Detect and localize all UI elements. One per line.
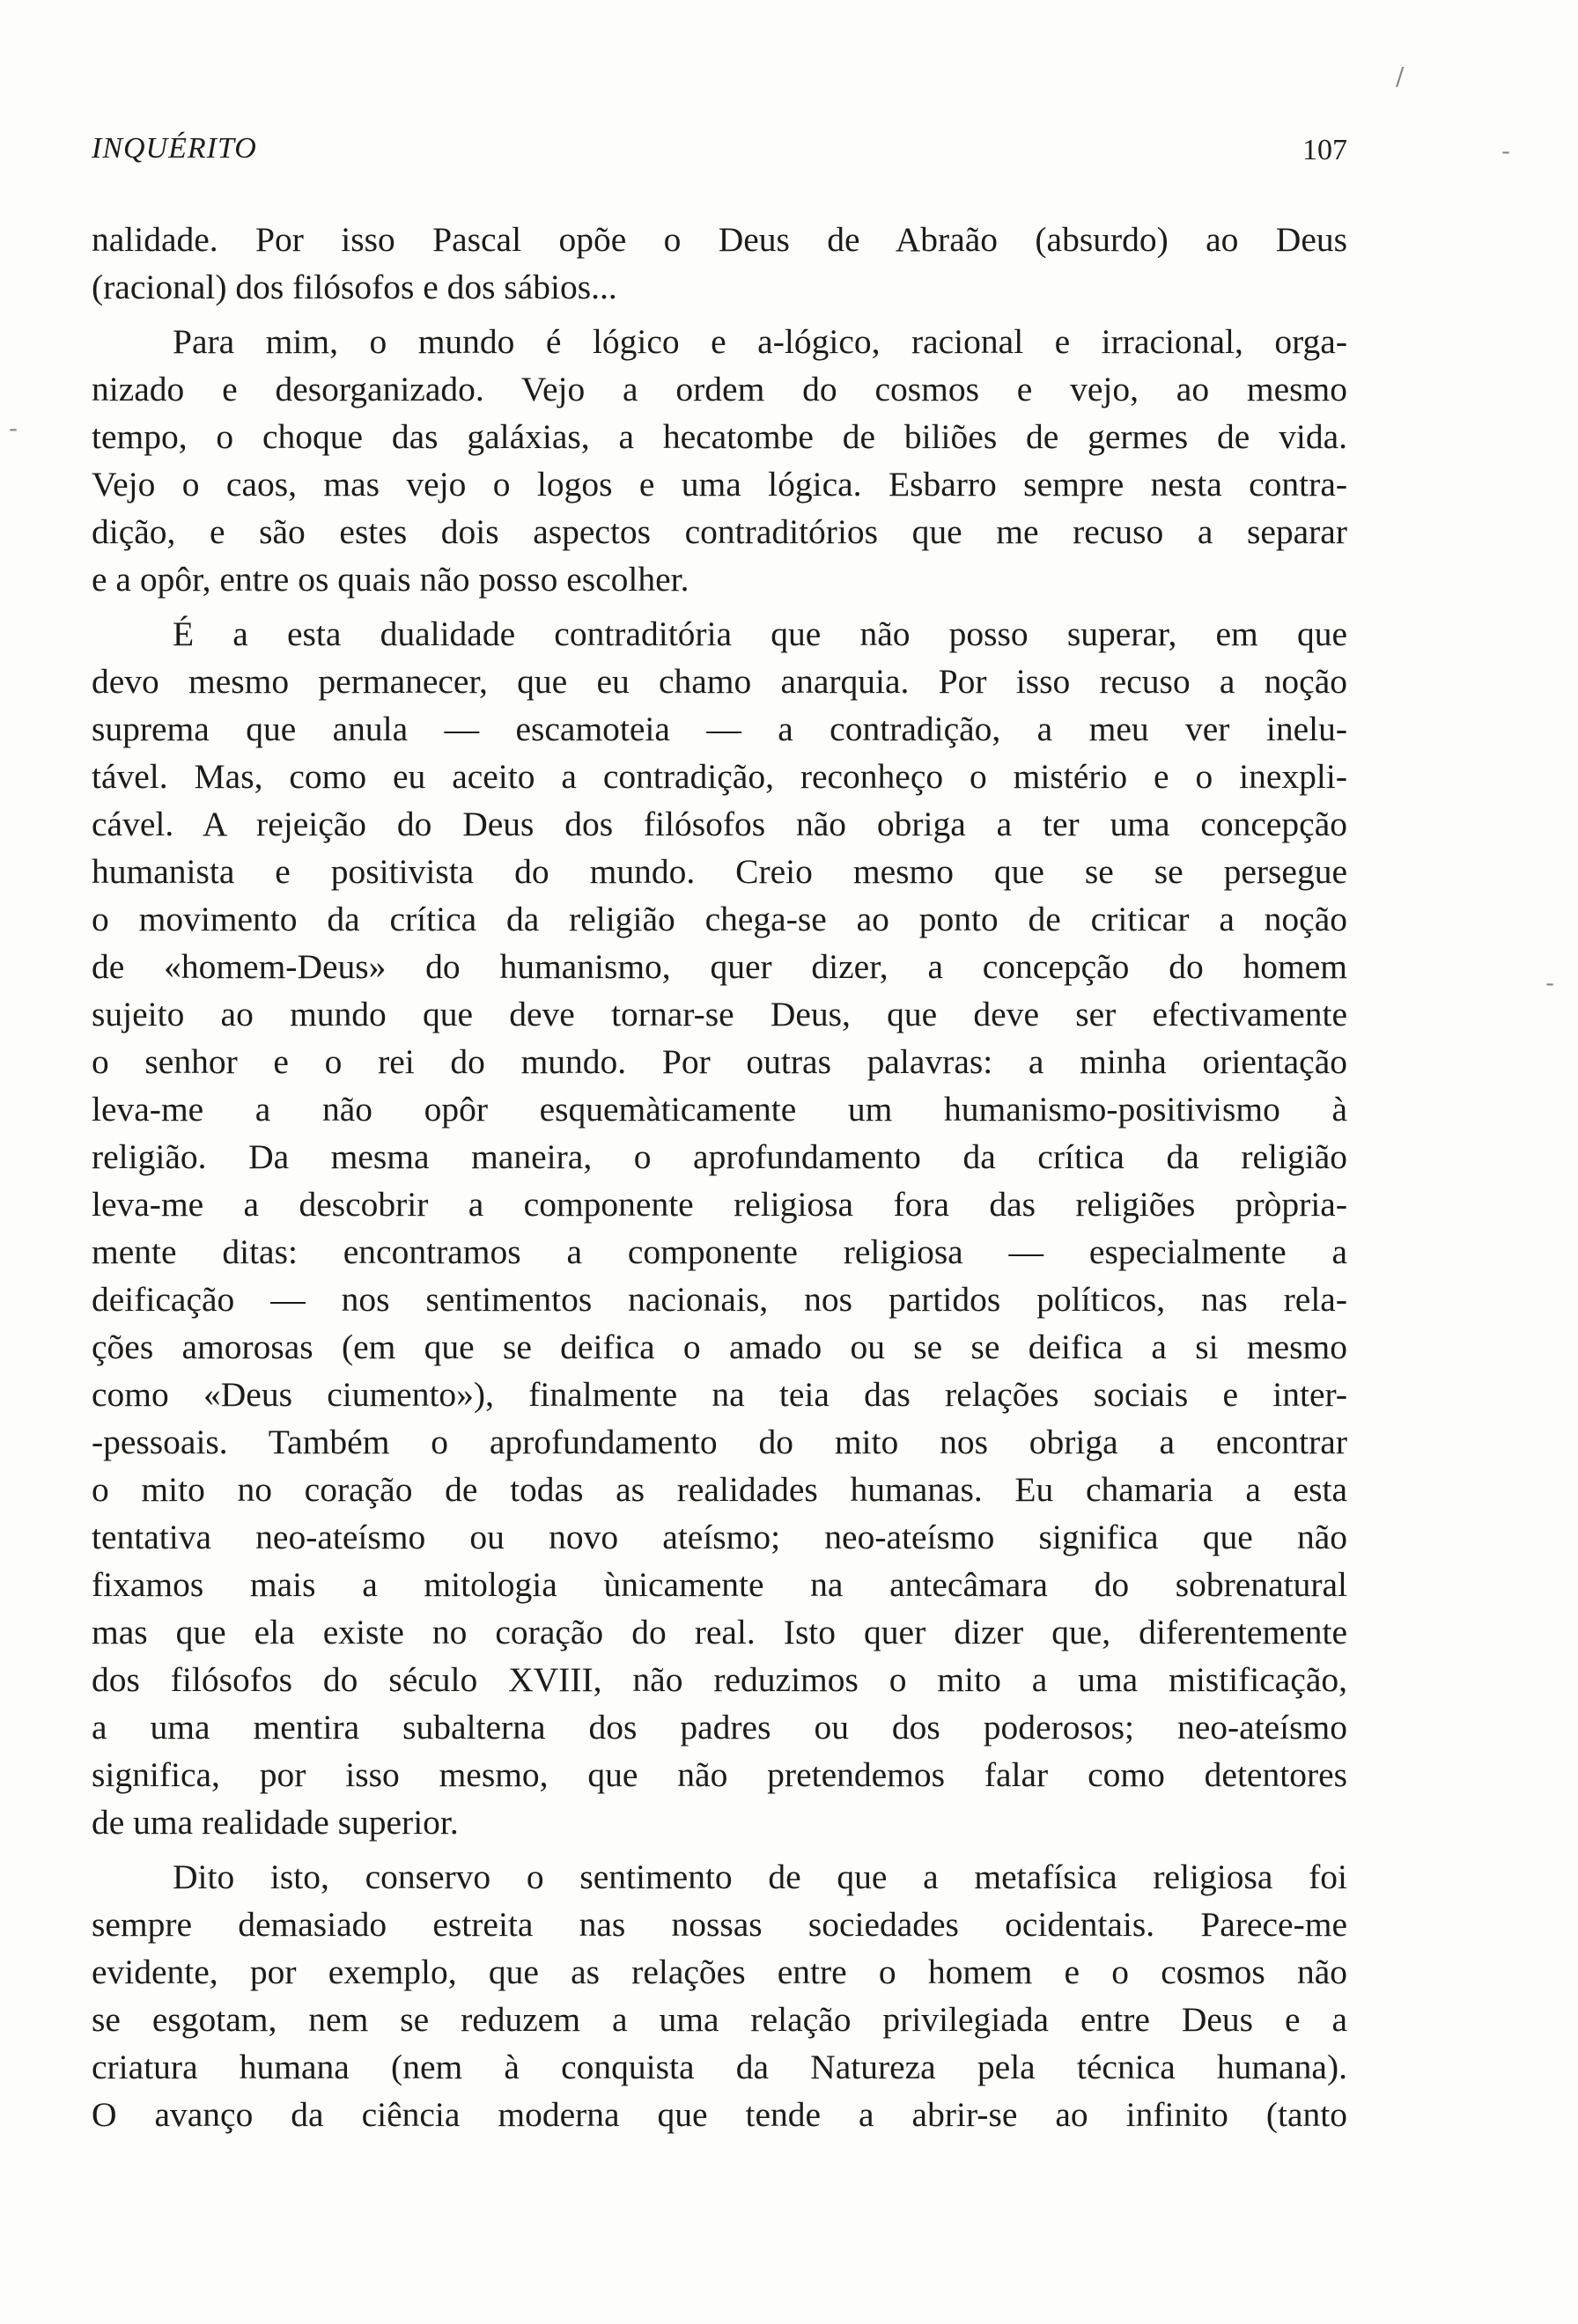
text-line: se esgotam, nem se reduzem a uma relação privilegiada entre Deus e a: [92, 2000, 1347, 2039]
text-line: a uma mentira subalterna dos padres ou dos poderosos; neo-ateísmo: [92, 1708, 1347, 1747]
text-line: leva-me a não opôr esquemàticamente um humanismo-positivismo à: [92, 1090, 1347, 1129]
text-line: o mito no coração de todas as realidades humanas. Eu chamaria a esta: [92, 1470, 1347, 1509]
text-line: Vejo o caos, mas vejo o logos e uma lógica. Esbarro sempre nesta contra-: [92, 465, 1347, 504]
text-line: deificação — nos sentimentos nacionais, nos partidos políticos, nas rela-: [92, 1280, 1347, 1319]
paragraph: [92, 610, 1347, 1846]
text-line: fixamos mais a mitologia ùnicamente na antecâmara do sobrenatural: [92, 1565, 1347, 1604]
text-line: religião. Da mesma maneira, o aprofundamento da crítica da religião: [92, 1137, 1347, 1176]
text-line: nalidade. Por isso Pascal opõe o Deus de Abraão (absurdo) ao Deus: [92, 220, 1347, 259]
text-line: (racional) dos filósofos e dos sábios...: [92, 268, 617, 306]
text-line: o senhor e o rei do mundo. Por outras palavras: a minha orientação: [92, 1042, 1347, 1081]
stray-mark: /: [1396, 62, 1405, 91]
text-line: Dito isto, conservo o sentimento de que a metafísica religiosa foi: [173, 1857, 1347, 1896]
text-line: de «homem-Deus» do humanismo, quer dizer, a concepção do homem: [92, 947, 1347, 986]
text-line: dos filósofos do século XVIII, não reduzimos o mito a uma mistificação,: [92, 1660, 1347, 1699]
text-line: sempre demasiado estreita nas nossas sociedades ocidentais. Parece-me: [92, 1905, 1347, 1944]
text-line: É a esta dualidade contraditória que não posso superar, em que: [173, 614, 1347, 653]
stray-mark: ‑: [9, 414, 18, 443]
text-line: ções amorosas (em que se deifica o amado ou se se deifica a si mesmo: [92, 1327, 1347, 1366]
text-line: de uma realidade superior.: [92, 1803, 459, 1842]
text-line: devo mesmo permanecer, que eu chamo anarquia. Por isso recuso a noção: [92, 662, 1347, 701]
text-line: tável. Mas, como eu aceito a contradição, reconheço o mistério e o inexpli-: [92, 757, 1347, 796]
running-title: INQUÉRITO: [92, 132, 257, 165]
text-line: e a opôr, entre os quais não posso escolher.: [92, 560, 689, 599]
paragraph: [92, 1853, 1347, 2138]
text-line: -pessoais. Também o aprofundamento do mito nos obriga a encontrar: [92, 1423, 1347, 1461]
text-line: leva-me a descobrir a componente religiosa fora das religiões pròpria-: [92, 1185, 1347, 1224]
text-line: humanista e positivista do mundo. Creio mesmo que se se persegue: [92, 852, 1347, 891]
text-line: como «Deus ciumento»), finalmente na teia das relações sociais e inter-: [92, 1375, 1347, 1414]
page-number: 107: [1302, 134, 1347, 166]
stray-mark: -: [1501, 136, 1511, 165]
text-line: nizado e desorganizado. Vejo a ordem do cosmos e vejo, ao mesmo: [92, 370, 1347, 408]
paragraph: [92, 318, 1347, 603]
text-line: cável. A rejeição do Deus dos filósofos não obriga a ter uma concepção: [92, 805, 1347, 843]
text-line: suprema que anula — escamoteia — a contradição, a meu ver inelu-: [92, 710, 1347, 748]
text-line: tempo, o choque das galáxias, a hecatombe de biliões de germes de vida.: [92, 417, 1347, 456]
text-line: evidente, por exemplo, que as relações entre o homem e o cosmos não: [92, 1953, 1347, 1991]
text-line: tentativa neo-ateísmo ou novo ateísmo; neo-ateísmo significa que não: [92, 1518, 1347, 1556]
text-line: Para mim, o mundo é lógico e a-lógico, racional e irracional, orga-: [173, 322, 1347, 361]
running-head: [92, 132, 1347, 185]
text-line: o movimento da crítica da religião chega-se ao ponto de criticar a noção: [92, 900, 1347, 938]
text-line: criatura humana (nem à conquista da Natureza pela técnica humana).: [92, 2048, 1347, 2086]
paragraph: [92, 216, 1347, 311]
stray-mark: -: [1545, 968, 1555, 997]
text-line: mente ditas: encontramos a componente religiosa — especialmente a: [92, 1232, 1347, 1271]
text-line: sujeito ao mundo que deve tornar-se Deus, que deve ser efectivamente: [92, 995, 1347, 1033]
text-line: significa, por isso mesmo, que não pretendemos falar como detentores: [92, 1755, 1347, 1794]
text-line: dição, e são estes dois aspectos contraditórios que me recuso a separar: [92, 512, 1347, 551]
text-line: O avanço da ciência moderna que tende a abrir-se ao infinito (tanto: [92, 2095, 1347, 2134]
text-line: mas que ela existe no coração do real. Isto quer dizer que, diferentemente: [92, 1613, 1347, 1651]
body-text: [92, 216, 1347, 2145]
